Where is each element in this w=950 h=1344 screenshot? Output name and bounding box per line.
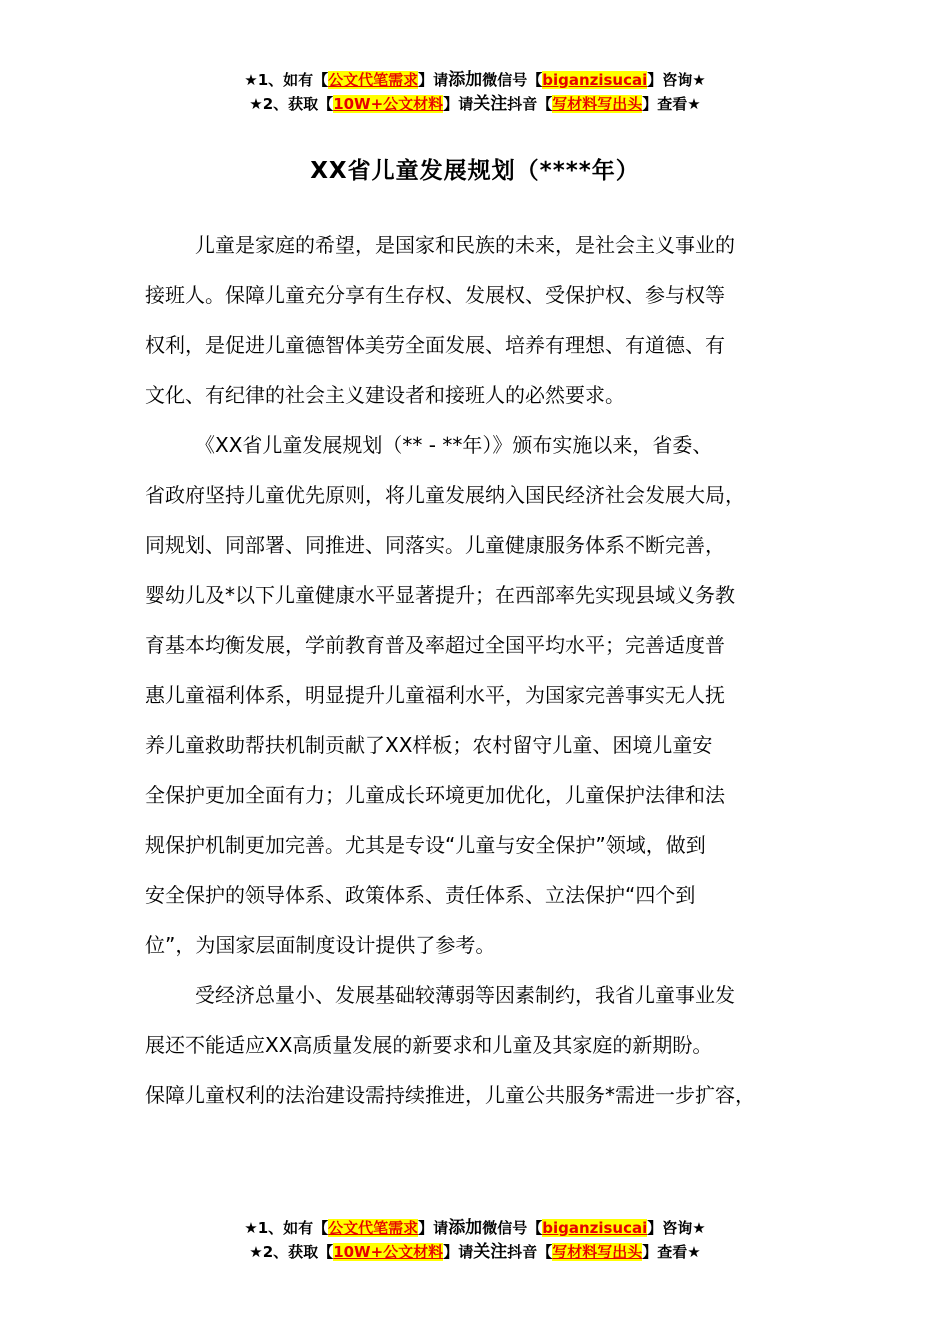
banner-suffix: 】查看★ (642, 1243, 701, 1261)
paragraph-2 (145, 420, 810, 970)
banner-emphasis: 添加 (448, 70, 483, 90)
paragraph-3 (145, 970, 810, 1120)
text-line: 文化、有纪律的社会主义建设者和接班人的必然要求。 (145, 383, 625, 407)
text-line: 儿童是家庭的希望，是国家和民族的未来，是社会主义事业的 (195, 233, 735, 257)
banner-emphasis: 关注 (473, 94, 508, 114)
banner-emphasis: 添加 (448, 1218, 483, 1238)
banner-prefix: ★1、如有【 (244, 1219, 329, 1237)
banner-prefix: ★2、获取【 (249, 95, 334, 113)
text-line: 权利，是促进儿童德智体美劳全面发展、培养有理想、有道德、有 (145, 333, 725, 357)
banner-suffix: 】咨询★ (647, 1219, 706, 1237)
text-line: 保障儿童权利的法治建设需持续推进，儿童公共服务*需进一步扩容， (145, 1083, 755, 1107)
banner-line-1 (0, 68, 950, 92)
banner-suffix: 】咨询★ (647, 71, 706, 89)
document-body (145, 220, 810, 1120)
banner-highlight: 10W+公文材料 (333, 95, 444, 113)
banner-text: 抖音【 (507, 1243, 553, 1261)
text-line: 受经济总量小、发展基础较薄弱等因素制约，我省儿童事业发 (195, 983, 735, 1007)
text-line: 接班人。保障儿童充分享有生存权、发展权、受保护权、参与权等 (145, 283, 725, 307)
banner-line-2 (0, 1240, 950, 1264)
text-line: 《XX省儿童发展规划（** - **年）》颁布实施以来，省委、 (195, 433, 713, 457)
banner-suffix: 】查看★ (642, 95, 701, 113)
banner-text: 抖音【 (507, 95, 553, 113)
text-line: 位”，为国家层面制度设计提供了参考。 (145, 933, 496, 957)
banner-highlight: 10W+公文材料 (333, 1243, 444, 1261)
text-line: 全保护更加全面有力；儿童成长环境更加优化，儿童保护法律和法 (145, 783, 725, 807)
text-line: 省政府坚持儿童优先原则，将儿童发展纳入国民经济社会发展大局， (145, 483, 745, 507)
banner-text: 】请 (418, 71, 449, 89)
text-line: 育基本均衡发展，学前教育普及率超过全国平均水平；完善适度普 (145, 633, 725, 657)
banner-text: 】请 (418, 1219, 449, 1237)
text-line: 规保护机制更加完善。尤其是专设“儿童与安全保护”领域，做到 (145, 833, 706, 857)
text-line: 养儿童救助帮扶机制贡献了XX样板；农村留守儿童、困境儿童安 (145, 733, 713, 757)
text-line: 同规划、同部署、同推进、同落实。儿童健康服务体系不断完善， (145, 533, 725, 557)
banner-prefix: ★1、如有【 (244, 71, 329, 89)
banner-line-2 (0, 92, 950, 116)
banner-douyin-id: 写材料写出头 (552, 1243, 643, 1261)
banner-prefix: ★2、获取【 (249, 1243, 334, 1261)
banner-douyin-id: 写材料写出头 (552, 95, 643, 113)
banner-emphasis: 关注 (473, 1242, 508, 1262)
paragraph-1 (145, 220, 810, 420)
text-line: 婴幼儿及*以下儿童健康水平显著提升；在西部率先实现县域义务教 (145, 583, 735, 607)
banner-text: 微信号【 (482, 71, 543, 89)
top-banner (0, 68, 950, 116)
text-line: 惠儿童福利体系，明显提升儿童福利水平，为国家完善事实无人抚 (145, 683, 725, 707)
text-line: 安全保护的领导体系、政策体系、责任体系、立法保护“四个到 (145, 883, 696, 907)
banner-wechat-id: biganzisucai (542, 71, 648, 89)
bottom-banner (0, 1216, 950, 1264)
banner-text: 】请 (443, 1243, 474, 1261)
banner-wechat-id: biganzisucai (542, 1219, 648, 1237)
banner-highlight: 公文代笔需求 (328, 1219, 419, 1237)
banner-highlight: 公文代笔需求 (328, 71, 419, 89)
text-line: 展还不能适应XX高质量发展的新要求和儿童及其家庭的新期盼。 (145, 1033, 713, 1057)
banner-text: 】请 (443, 95, 474, 113)
banner-text: 微信号【 (482, 1219, 543, 1237)
banner-line-1 (0, 1216, 950, 1240)
document-title: XX省儿童发展规划（****年） (310, 158, 640, 184)
